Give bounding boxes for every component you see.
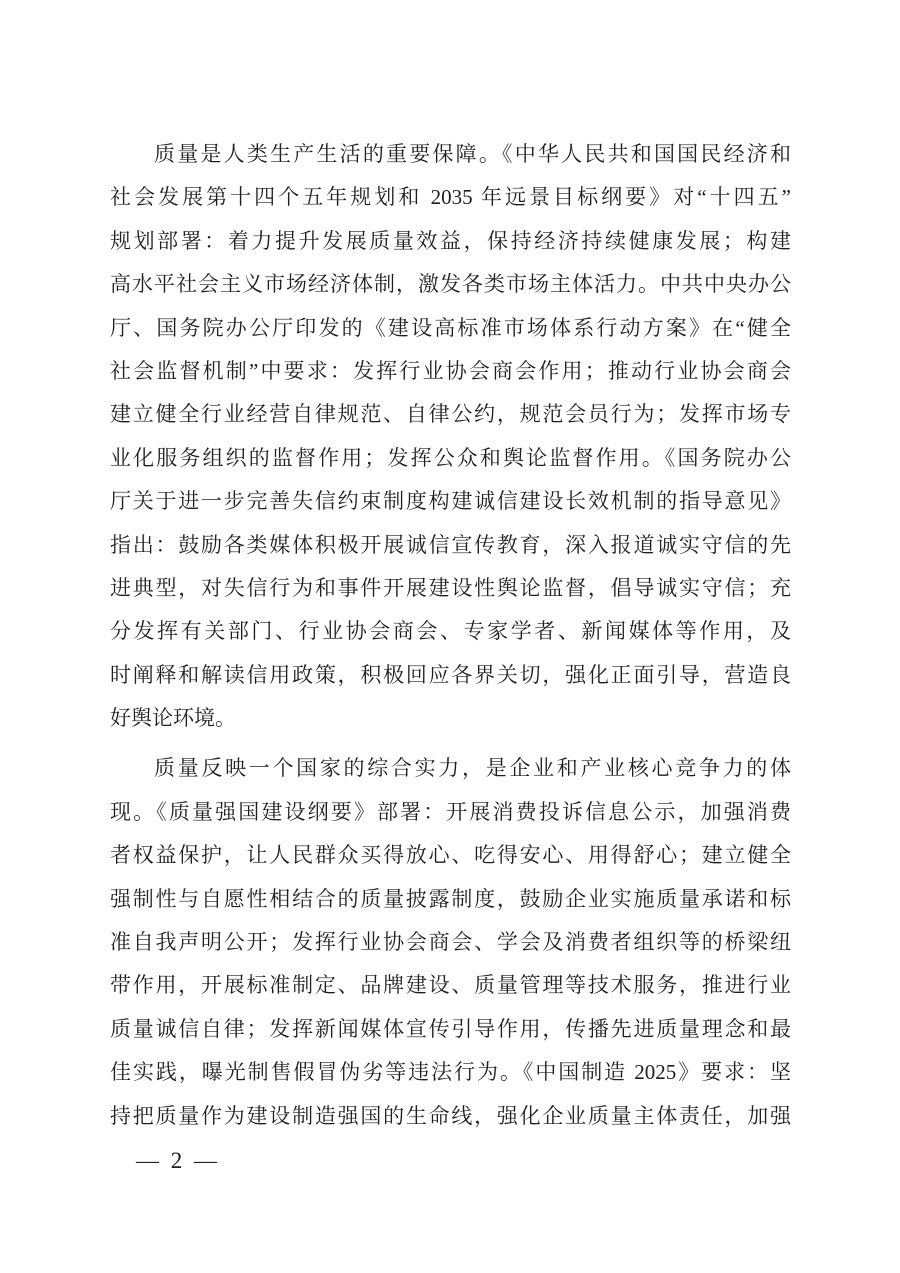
text-line: 分发挥有关部门、行业协会商会、专家学者、新闻媒体等作用，及 xyxy=(110,619,791,644)
paragraph-quality-livelihood xyxy=(110,133,791,740)
text-line: 业化服务组织的监督作用；发挥公众和舆论监督作用。《国务院办公 xyxy=(110,445,791,470)
text-line: 者权益保护，让人民群众买得放心、吃得安心、用得舒心；建立健全 xyxy=(110,843,791,868)
text-line: 厅关于进一步完善失信约束制度构建诚信建设长效机制的指导意见》 xyxy=(110,489,791,514)
text-line: 社会发展第十四个五年规划和 2035 年远景目标纲要》对“十四五” xyxy=(110,185,791,210)
text-line: 带作用，开展标准制定、品牌建设、质量管理等技术服务，推进行业 xyxy=(110,973,791,998)
page-number: — 2 — xyxy=(136,1148,220,1173)
text-line: 佳实践，曝光制售假冒伪劣等违法行为。《中国制造 2025》要求：坚 xyxy=(110,1060,791,1085)
document-body xyxy=(110,133,791,1138)
text-line: 社会监督机制”中要求：发挥行业协会商会作用；推动行业协会商会 xyxy=(110,358,791,383)
text-line: 质量诚信自律；发挥新闻媒体宣传引导作用，传播先进质量理念和最 xyxy=(110,1016,791,1041)
text-line: 时阐释和解读信用政策，积极回应各界关切，强化正面引导，营造良 xyxy=(110,662,791,687)
text-line: 指出：鼓励各类媒体积极开展诚信宣传教育，深入报道诚实守信的先 xyxy=(110,532,791,557)
text-line: 高水平社会主义市场经济体制，激发各类市场主体活力。中共中央办公 xyxy=(110,272,791,297)
text-line: 建立健全行业经营自律规范、自律公约，规范会员行为；发挥市场专 xyxy=(110,402,791,427)
text-line: 强制性与自愿性相结合的质量披露制度，鼓励企业实施质量承诺和标 xyxy=(110,886,791,911)
text-line: 准自我声明公开；发挥行业协会商会、学会及消费者组织等的桥梁纽 xyxy=(110,930,791,955)
text-line: 持把质量作为建设制造强国的生命线，强化企业质量主体责任，加强 xyxy=(110,1103,791,1128)
text-line: 质量是人类生产生活的重要保障。《中华人民共和国国民经济和 xyxy=(154,142,791,166)
text-line: 规划部署：着力提升发展质量效益，保持经济持续健康发展；构建 xyxy=(110,228,791,253)
paragraph-quality-strength xyxy=(110,747,791,1138)
text-line: 进典型，对失信行为和事件开展建设性舆论监督，倡导诚实守信；充 xyxy=(110,575,791,600)
text-line: 好舆论环境。 xyxy=(110,706,236,731)
text-line: 现。《质量强国建设纲要》部署：开展消费投诉信息公示，加强消费 xyxy=(110,799,791,824)
text-line: 厅、国务院办公厅印发的《建设高标准市场体系行动方案》在“健全 xyxy=(110,315,791,340)
text-line: 质量反映一个国家的综合实力，是企业和产业核心竞争力的体 xyxy=(154,756,791,781)
